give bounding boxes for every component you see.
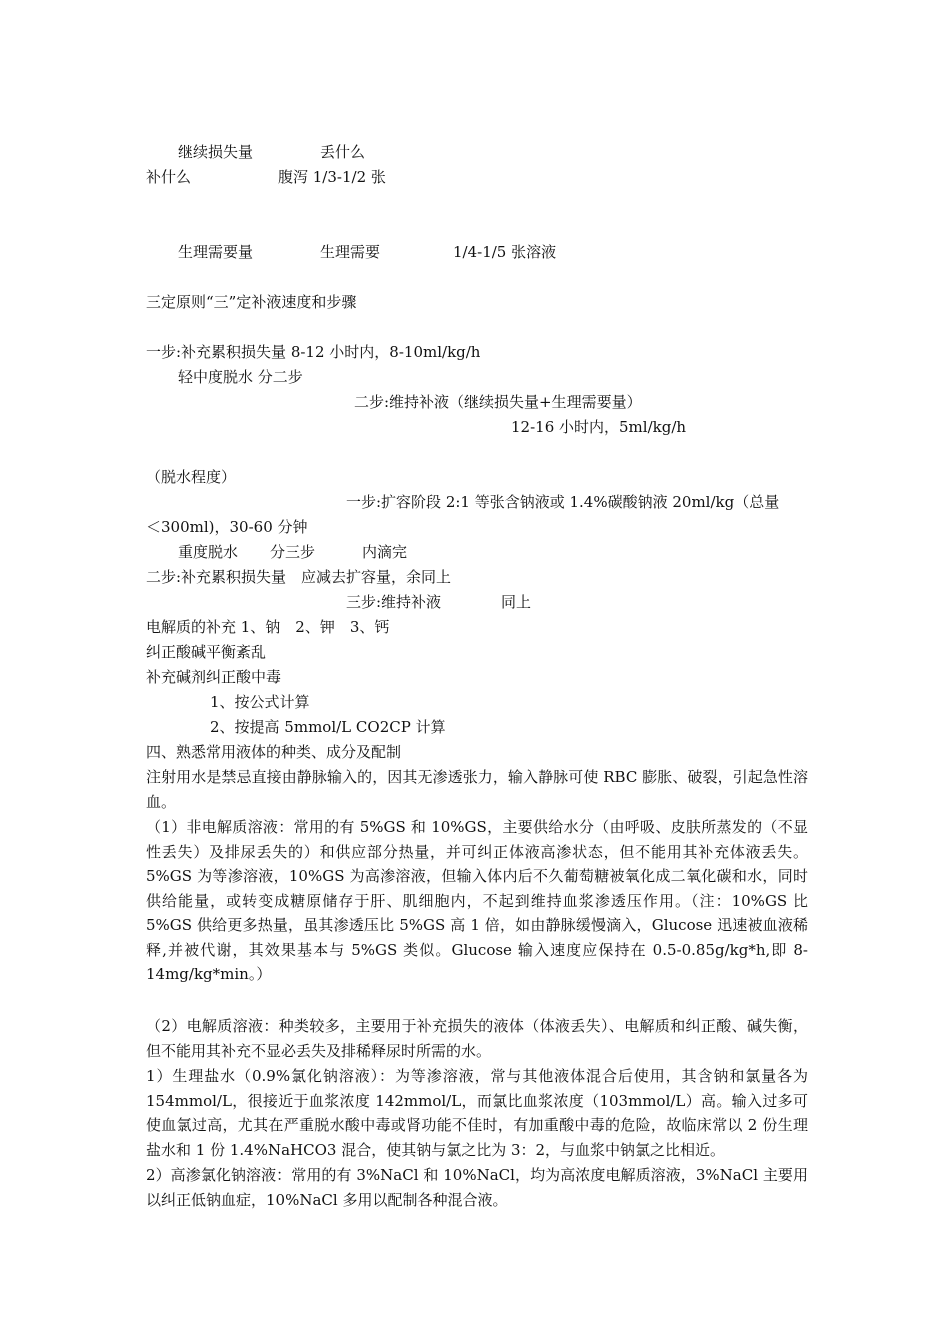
paragraph-injection-water: 注射用水是禁忌直接由静脉输入的，因其无渗透张力，输入静脉可使 RBC 膨胀、破裂，引起急性溶血。: [146, 768, 808, 811]
text-dehydration-degree: （脱水程度）: [146, 468, 237, 486]
text-electrolyte-supplement: 电解质的补充 1、钠 2、钾 3、钙: [146, 618, 390, 636]
text-three-principles: 三定原则“三”定补液速度和步骤: [146, 293, 357, 311]
text-same-as-above: 同上: [501, 593, 532, 611]
paragraph-non-electrolyte: （1）非电解质溶液：常用的有 5%GS 和 10%GS，主要供给水分（由呼吸、皮肤所蒸发的（不显性丢失）及排尿丢失的）和供应部分热量，并可纠正体液高渗状态，但不能用其补充体液丢失。5%GS 为等渗溶液，10%GS 为高渗溶液，但输入体内后不久葡萄糖被氧化成二氧化碳和水，同时供给能量，或转变成糖原储存于肝、肌细胞内，不起到维持血浆渗透压作用。（注：10%GS 比 5%GS 供给更多热量，虽其渗透压比 5%GS 高 1 倍，如由静脉缓慢滴入，Glucose 迅速被血液稀释,并被代谢，其效果基本与 5%GS 类似。Glucose 输入速度应保持在 0.5-0.85g/kg*h,即 8-14mg/kg*min。）: [146, 818, 808, 983]
text-step-one-expansion: 一步:扩容阶段 2:1 等张含钠液或 1.4%碳酸钠液 20ml/kg（总量: [346, 493, 780, 511]
text-drip-complete: 内滴完: [362, 543, 408, 561]
text-diarrhea-tonicity: 腹泻 1/3-1/2 张: [278, 168, 386, 186]
text-acid-base-correction: 纠正酸碱平衡紊乱: [146, 643, 267, 661]
text-alkali-supplement: 补充碱剂纠正酸中毒: [146, 668, 282, 686]
text-step-one-mild: 一步:补充累积损失量 8-12 小时内，8-10ml/kg/h: [146, 343, 481, 361]
paragraph-hypertonic-saline: 2）高渗氯化钠溶液：常用的有 3%NaCl 和 10%NaCl，均为高浓度电解质溶液，3%NaCl 主要用以纠正低钠血症，10%NaCl 多用以配制各种混合液。: [146, 1166, 808, 1209]
text-expansion-limit: ＜300ml)，30-60 分钟: [146, 518, 308, 536]
paragraph-saline: 1）生理盐水（0.9%氯化钠溶液）：为等渗溶液，常与其他液体混合后使用，其含钠和氯量各为 154mmol/L，很接近于血浆浓度 142mmol/L，而氯比血浆浓度（103mmol/L）高。输入过多可使血氯过高，尤其在严重脱水酸中毒或肾功能不佳时，有加重酸中毒的危险，故临床常以 2 份生理盐水和 1 份 1.4%NaHCO3 混合，使其钠与氯之比为 3：2，与血浆中钠氯之比相近。: [146, 1067, 808, 1159]
text-step-two-severe: 二步:补充累积损失量 应减去扩容量，余同上: [146, 568, 452, 586]
text-lose-what: 丢什么: [320, 143, 366, 161]
text-replace-what: 补什么: [146, 168, 192, 186]
text-step-three: 三步:维持补液: [346, 593, 442, 611]
text-formula-calc: 1、按公式计算: [210, 693, 310, 711]
paragraph-electrolyte: （2）电解质溶液：种类较多，主要用于补充损失的液体（体液丢失）、电解质和纠正酸、碱失衡，但不能用其补充不显必丢失及排稀释尿时所需的水。: [146, 1017, 808, 1060]
text-step-two-rate: 12-16 小时内，5ml/kg/h: [511, 418, 687, 436]
text-continued-loss: 继续损失量: [178, 143, 254, 161]
section-heading-fluids: 四、熟悉常用液体的种类、成分及配制: [146, 743, 402, 761]
text-severe-dehydration: 重度脱水: [178, 543, 239, 561]
text-step-two-maintenance: 二步:维持补液（继续损失量+生理需要量）: [354, 393, 642, 411]
text-physiological-need: 生理需要: [320, 243, 381, 261]
text-co2cp-calc: 2、按提高 5mmol/L CO2CP 计算: [210, 718, 446, 736]
text-solution-tonicity: 1/4-1/5 张溶液: [453, 243, 557, 261]
text-mild-dehydration: 轻中度脱水 分二步: [178, 368, 303, 386]
text-three-steps: 分三步: [270, 543, 316, 561]
text-physiological-need-amount: 生理需要量: [178, 243, 254, 261]
